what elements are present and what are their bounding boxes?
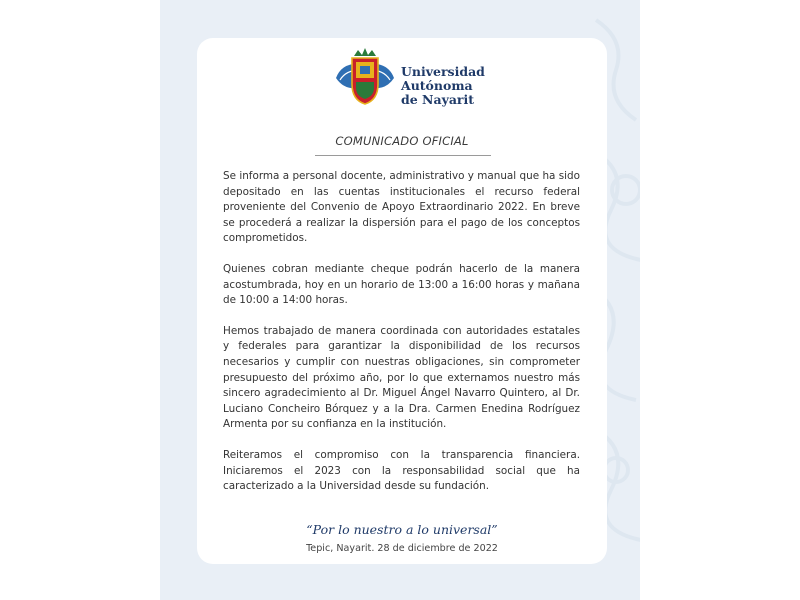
- title-underline: [315, 155, 491, 156]
- paragraph-3: Hemos trabajado de manera coordinada con autoridades estatales y federales para garantizar la disponibilidad de los recursos necesarios y cumplir con nuestras obligaciones, sin comprometer presupuesto del próximo año, por lo que externamos nuestro más sincero agradecimiento al Dr. Miguel Ángel Navarro Quintero, al Dr. Luciano Concheiro Bórquez y a la Dra. Carmen Enedina Rodríguez Armenta por su confianza en la institución.: [223, 324, 580, 431]
- communique-body: [223, 169, 580, 510]
- communique-poster: [160, 0, 640, 600]
- paragraph-2: Quienes cobran mediante cheque podrán hacerlo de la manera acostumbrada, hoy en un horario de 13:00 a 16:00 horas y mañana de 10:00 a 14:00 horas.: [223, 262, 580, 307]
- paragraph-1: Se informa a personal docente, administrativo y manual que ha sido depositado en las cuentas institucionales el recurso federal proveniente del Convenio de Apoyo Extraordinario 2022. En breve se procederá a realizar la dispersión para el pago de los conceptos comprometidos.: [223, 170, 580, 245]
- university-name-line1: Universidad: [401, 64, 485, 79]
- university-name: [401, 65, 485, 107]
- communique-card: [197, 38, 607, 564]
- paragraph-4: Reiteramos el compromiso con la transparencia financiera. Iniciaremos el 2023 con la responsabilidad social que ha caracterizado a la Universidad desde su fundación.: [223, 448, 580, 493]
- university-name-line3: de Nayarit: [401, 92, 475, 107]
- university-motto: “Por lo nuestro a lo universal”: [306, 522, 498, 537]
- page-title: COMUNICADO OFICIAL: [335, 134, 469, 148]
- dateline: Tepic, Nayarit. 28 de diciembre de 2022: [306, 543, 498, 554]
- university-name-line2: Autónoma: [401, 78, 473, 93]
